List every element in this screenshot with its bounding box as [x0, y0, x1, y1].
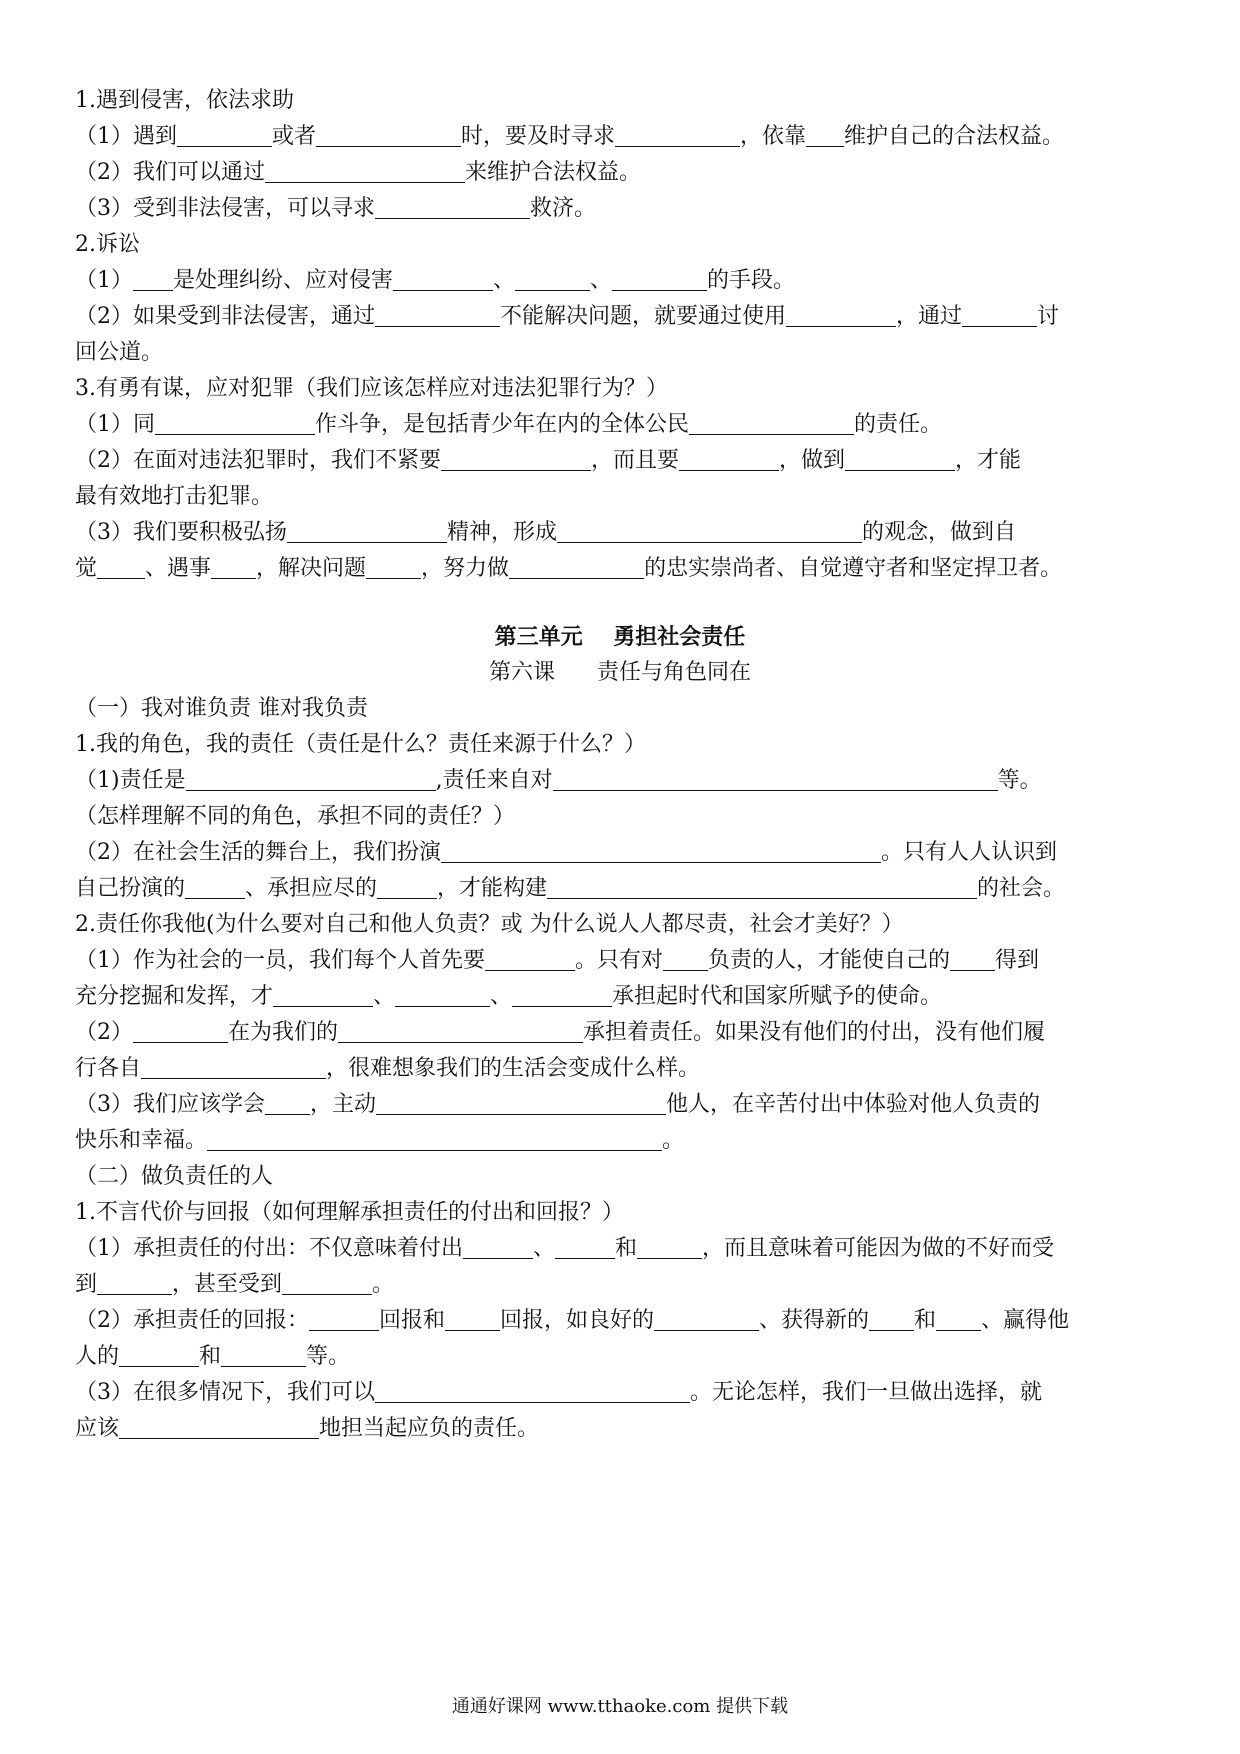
line-text: 或者: [272, 124, 317, 149]
line-text: 回公道。: [75, 340, 164, 365]
line-text: 觉: [75, 556, 98, 581]
fill-in-blank[interactable]: [637, 1236, 702, 1259]
text-line: [75, 518, 1175, 548]
text-line: [75, 1054, 1175, 1084]
line-text: （3）在很多情况下，我们可以: [75, 1380, 375, 1405]
fill-in-blank[interactable]: [547, 876, 977, 899]
fill-in-blank[interactable]: [375, 304, 500, 327]
line-text: 的手段。: [707, 268, 796, 293]
line-text: 承担着责任。如果没有他们的付出，没有他们履: [583, 1020, 1046, 1045]
line-text: 在为我们的: [228, 1020, 339, 1045]
line-text: 救济。: [530, 196, 597, 221]
text-line: [75, 158, 1175, 188]
text-line: [75, 1378, 1175, 1408]
line-text: 充分挖掘和发挥，才: [75, 984, 274, 1009]
line-text: 2.责任你我他(为什么要对自己和他人负责？或 为什么说人人都尽责，社会才美好？）: [75, 912, 904, 937]
line-text: ，而且要: [591, 448, 680, 473]
text-line: [75, 1270, 1175, 1300]
fill-in-blank[interactable]: [663, 948, 708, 971]
line-text: （1）同: [75, 412, 155, 437]
line-text: （3）受到非法侵害，可以寻求: [75, 196, 375, 221]
text-line: [75, 910, 1175, 940]
fill-in-blank[interactable]: [211, 556, 256, 579]
line-text: （2）: [75, 1020, 133, 1045]
line-text: 作斗争，是包括青少年在内的全体公民: [315, 412, 690, 437]
text-line: [75, 1162, 1175, 1192]
page-footer: 通通好课网 www.tthaoke.com 提供下载: [451, 1696, 789, 1717]
fill-in-blank[interactable]: [376, 1092, 666, 1115]
line-text: 1.我的角色，我的责任（责任是什么？责任来源于什么？）: [75, 732, 646, 757]
line-text: （二）做负责任的人: [75, 1164, 274, 1189]
line-text: （2）我们可以通过: [75, 160, 265, 185]
fill-in-blank[interactable]: [555, 1236, 615, 1259]
line-text: （一）我对谁负责 谁对我负责: [75, 696, 368, 721]
line-text: 、: [493, 268, 516, 293]
line-text: 。只有对: [575, 948, 664, 973]
fill-in-blank[interactable]: [177, 124, 272, 147]
line-text: ,责任来自对: [435, 768, 553, 793]
fill-in-blank[interactable]: [786, 304, 896, 327]
fill-in-blank[interactable]: [309, 1308, 379, 1331]
line-text: 自己扮演的: [75, 876, 186, 901]
line-text: ，努力做: [421, 556, 510, 581]
line-text: 。只有人人认识到: [881, 840, 1058, 865]
unit-title: 第三单元 勇担社会责任: [494, 624, 746, 650]
line-text: 和: [914, 1308, 937, 1333]
fill-in-blank[interactable]: [97, 1272, 172, 1295]
line-text: 和: [615, 1236, 638, 1261]
line-text: （2）在社会生活的舞台上，我们扮演: [75, 840, 441, 865]
line-text: ，通过: [896, 304, 963, 329]
fill-in-blank[interactable]: [679, 448, 779, 471]
text-line: [75, 946, 1175, 976]
line-text: 。: [372, 1272, 395, 1297]
text-line: [75, 874, 1175, 904]
line-text: 快乐和幸福。: [75, 1128, 208, 1153]
line-text: ，甚至受到: [172, 1272, 283, 1297]
line-text: 应该: [75, 1416, 120, 1441]
fill-in-blank[interactable]: [615, 124, 740, 147]
fill-in-blank[interactable]: [509, 556, 644, 579]
fill-in-blank[interactable]: [441, 840, 881, 863]
text-line: [75, 1090, 1175, 1120]
text-line: [75, 266, 1175, 296]
line-text: ，才能构建: [437, 876, 548, 901]
fill-in-blank[interactable]: [155, 412, 315, 435]
fill-in-blank[interactable]: [265, 1092, 310, 1115]
line-text: 不能解决问题，就要通过使用: [500, 304, 787, 329]
fill-in-blank[interactable]: [393, 268, 493, 291]
fill-in-blank[interactable]: [806, 124, 844, 147]
fill-in-blank[interactable]: [316, 124, 461, 147]
line-text: 、: [490, 984, 513, 1009]
text-line: [75, 86, 1175, 116]
text-line: [75, 1306, 1175, 1336]
fill-in-blank[interactable]: [962, 304, 1037, 327]
text-line: [75, 1198, 1175, 1228]
line-text: （2）在面对违法犯罪时，我们不紧要: [75, 448, 441, 473]
text-line: [75, 230, 1175, 260]
fill-in-blank[interactable]: [553, 768, 998, 791]
line-text: 来维护合法权益。: [465, 160, 642, 185]
line-text: 1.遇到侵害，依法求助: [75, 88, 294, 113]
line-text: 、获得新的: [759, 1308, 870, 1333]
fill-in-blank[interactable]: [441, 448, 591, 471]
text-line: [75, 694, 1175, 724]
text-line: [75, 410, 1175, 440]
line-text: 人的: [75, 1344, 120, 1369]
line-text: 承担起时代和国家所赋予的使命。: [612, 984, 943, 1009]
line-text: 2.诉讼: [75, 232, 140, 257]
line-text: 是处理纠纷、应对侵害: [173, 268, 394, 293]
line-text: ，很难想象我们的生活会变成什么样。: [326, 1056, 701, 1081]
text-line: [75, 730, 1175, 760]
fill-in-blank[interactable]: [133, 1020, 228, 1043]
line-text: 的忠实崇尚者、自觉遵守者和坚定捍卫者。: [644, 556, 1063, 581]
fill-in-blank[interactable]: [207, 1128, 662, 1151]
fill-in-blank[interactable]: [185, 876, 245, 899]
fill-in-blank[interactable]: [936, 1308, 981, 1331]
fill-in-blank[interactable]: [375, 1380, 690, 1403]
fill-in-blank[interactable]: [221, 1344, 306, 1367]
line-text: ，解决问题: [256, 556, 367, 581]
text-line: [75, 982, 1175, 1012]
line-text: 、: [533, 1236, 556, 1261]
line-text: 、: [590, 268, 613, 293]
line-text: （怎样理解不同的角色，承担不同的责任？）: [75, 804, 516, 829]
line-text: （1）承担责任的付出：不仅意味着付出: [75, 1236, 463, 1261]
fill-in-blank[interactable]: [512, 984, 612, 1007]
fill-in-blank[interactable]: [463, 1236, 533, 1259]
line-text: 最有效地打击犯罪。: [75, 484, 274, 509]
line-text: 的观念，做到自: [862, 520, 1017, 545]
fill-in-blank[interactable]: [485, 948, 575, 971]
fill-in-blank[interactable]: [377, 876, 437, 899]
line-text: ，才能: [955, 448, 1022, 473]
line-text: 到: [75, 1272, 98, 1297]
text-line: [75, 802, 1175, 832]
fill-in-blank[interactable]: [950, 948, 995, 971]
line-text: （2）如果受到非法侵害，通过: [75, 304, 375, 329]
line-text: 维护自己的合法权益。: [844, 124, 1065, 149]
fill-in-blank[interactable]: [338, 1020, 583, 1043]
line-text: 1.不言代价与回报（如何理解承担责任的付出和回报？）: [75, 1200, 624, 1225]
line-text: （1)责任是: [75, 768, 186, 793]
line-text: 等。: [306, 1344, 351, 1369]
fill-in-blank[interactable]: [265, 160, 465, 183]
line-text: （2）承担责任的回报：: [75, 1308, 309, 1333]
fill-in-blank[interactable]: [366, 556, 421, 579]
line-text: 、承担应尽的: [245, 876, 378, 901]
text-line: [75, 194, 1175, 224]
fill-in-blank[interactable]: [845, 448, 955, 471]
fill-in-blank[interactable]: [273, 984, 373, 1007]
line-text: 回报和: [379, 1308, 446, 1333]
line-text: 的社会。: [977, 876, 1066, 901]
line-text: 地担当起应负的责任。: [319, 1416, 540, 1441]
line-text: 时，要及时寻求: [461, 124, 616, 149]
fill-in-blank[interactable]: [612, 268, 707, 291]
line-text: 回报，如良好的: [500, 1308, 655, 1333]
line-text: 、赢得他: [981, 1308, 1070, 1333]
line-text: 行各自: [75, 1056, 142, 1081]
line-text: （1）作为社会的一员，我们每个人首先要: [75, 948, 485, 973]
line-text: 精神，形成: [447, 520, 558, 545]
text-line: [75, 766, 1175, 796]
line-text: 。无论怎样，我们一旦做出选择，就: [690, 1380, 1043, 1405]
line-text: 3.有勇有谋，应对犯罪（我们应该怎样应对违法犯罪行为？）: [75, 376, 668, 401]
text-line: [75, 482, 1175, 512]
text-line: [75, 838, 1175, 868]
fill-in-blank[interactable]: [395, 984, 490, 1007]
line-text: ，主动: [310, 1092, 377, 1117]
text-line: [75, 374, 1175, 404]
text-line: [75, 554, 1175, 584]
text-line: [75, 1126, 1175, 1156]
fill-in-blank[interactable]: [186, 768, 436, 791]
line-text: 等。: [997, 768, 1042, 793]
line-text: 。: [662, 1128, 685, 1153]
line-text: 他人，在辛苦付出中体验对他人负责的: [666, 1092, 1041, 1117]
line-text: （1）: [75, 268, 133, 293]
line-text: 、: [373, 984, 396, 1009]
fill-in-blank[interactable]: [515, 268, 590, 291]
line-text: 得到: [995, 948, 1040, 973]
fill-in-blank[interactable]: [133, 268, 173, 291]
fill-in-blank[interactable]: [119, 1344, 199, 1367]
fill-in-blank[interactable]: [97, 556, 145, 579]
line-text: ，而且意味着可能因为做的不好而受: [702, 1236, 1055, 1261]
text-line: [75, 1414, 1175, 1444]
text-line: [75, 1234, 1175, 1264]
lesson-title: 第六课 责任与角色同在: [489, 660, 751, 685]
line-text: 讨: [1037, 304, 1060, 329]
line-text: ，做到: [779, 448, 846, 473]
fill-in-blank[interactable]: [141, 1056, 326, 1079]
fill-in-blank[interactable]: [869, 1308, 914, 1331]
text-line: [75, 302, 1175, 332]
fill-in-blank[interactable]: [654, 1308, 759, 1331]
text-line: [75, 1342, 1175, 1372]
line-text: （3）我们要积极弘扬: [75, 520, 287, 545]
fill-in-blank[interactable]: [287, 520, 447, 543]
text-line: [75, 122, 1175, 152]
line-text: （3）我们应该学会: [75, 1092, 265, 1117]
line-text: （1）遇到: [75, 124, 177, 149]
fill-in-blank[interactable]: [557, 520, 862, 543]
line-text: ，依靠: [740, 124, 807, 149]
text-line: [75, 1018, 1175, 1048]
fill-in-blank[interactable]: [689, 412, 854, 435]
line-text: 、遇事: [145, 556, 212, 581]
fill-in-blank[interactable]: [445, 1308, 500, 1331]
line-text: 和: [199, 1344, 222, 1369]
text-line: [75, 446, 1175, 476]
line-text: 的责任。: [854, 412, 943, 437]
fill-in-blank[interactable]: [375, 196, 530, 219]
fill-in-blank[interactable]: [282, 1272, 372, 1295]
fill-in-blank[interactable]: [119, 1416, 319, 1439]
line-text: 负责的人，才能使自己的: [708, 948, 951, 973]
text-line: [75, 338, 1175, 368]
